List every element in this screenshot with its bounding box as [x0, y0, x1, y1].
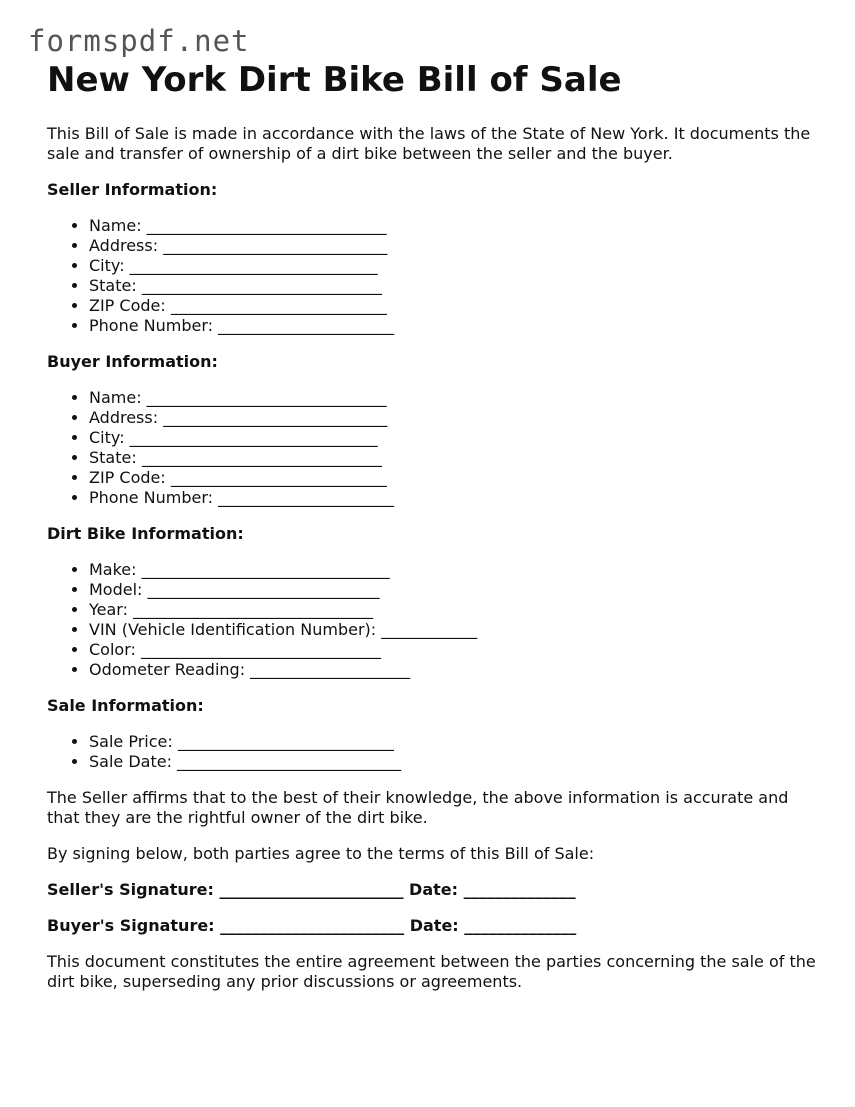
- buyer-phone-field: • Phone Number: ______________________: [89, 488, 817, 508]
- seller-address-field: • Address: ____________________________: [89, 236, 817, 256]
- buyer-city-field: • City: _______________________________: [89, 428, 817, 448]
- intro-paragraph: This Bill of Sale is made in accordance with the laws of the State of New York. It documents the sale and transfer of ownership of a dirt bike between the seller and the buyer.: [47, 124, 811, 163]
- bike-info-list: [47, 560, 817, 680]
- buyer-address-field: • Address: ____________________________: [89, 408, 817, 428]
- seller-phone-field: • Phone Number: ______________________: [89, 316, 817, 336]
- seller-zip-field: • ZIP Code: ___________________________: [89, 296, 817, 316]
- buyer-state-field: • State: ______________________________: [89, 448, 817, 468]
- seller-city-field: • City: _______________________________: [89, 256, 817, 276]
- seller-state-field: • State: ______________________________: [89, 276, 817, 296]
- buyer-info-list: [47, 388, 817, 508]
- bike-odometer-field: • Odometer Reading: ____________________: [89, 660, 817, 680]
- sale-info-list: [47, 732, 817, 772]
- buyer-signature-line: Buyer's Signature: _______________________ Date: ______________: [47, 916, 577, 935]
- bike-make-field: • Make: _______________________________: [89, 560, 817, 580]
- affirmation-paragraph: The Seller affirms that to the best of their knowledge, the above information is accurate and that they are the rightful owner of the dirt bike.: [47, 788, 789, 827]
- sale-date-field: • Sale Date: ____________________________: [89, 752, 817, 772]
- bike-section-heading: Dirt Bike Information:: [47, 524, 244, 543]
- agreement-paragraph: By signing below, both parties agree to the terms of this Bill of Sale:: [47, 844, 595, 863]
- seller-section-heading: Seller Information:: [47, 180, 218, 199]
- bike-vin-field: • VIN (Vehicle Identification Number): ____________: [89, 620, 817, 640]
- bike-color-field: • Color: ______________________________: [89, 640, 817, 660]
- buyer-name-field: • Name: ______________________________: [89, 388, 817, 408]
- buyer-zip-field: • ZIP Code: ___________________________: [89, 468, 817, 488]
- sale-section-heading: Sale Information:: [47, 696, 204, 715]
- buyer-section-heading: Buyer Information:: [47, 352, 218, 371]
- seller-name-field: • Name: ______________________________: [89, 216, 817, 236]
- bike-model-field: • Model: _____________________________: [89, 580, 817, 600]
- document-body: [47, 60, 817, 992]
- bike-year-field: • Year: ______________________________: [89, 600, 817, 620]
- watermark-text: formspdf.net: [28, 24, 250, 58]
- page-title: New York Dirt Bike Bill of Sale: [47, 60, 622, 100]
- closing-paragraph: This document constitutes the entire agreement between the parties concerning the sale of the dirt bike, superseding any prior discussions or agreements.: [47, 952, 816, 991]
- seller-signature-line: Seller's Signature: _______________________ Date: ______________: [47, 880, 576, 899]
- seller-info-list: [47, 216, 817, 336]
- sale-price-field: • Sale Price: ___________________________: [89, 732, 817, 752]
